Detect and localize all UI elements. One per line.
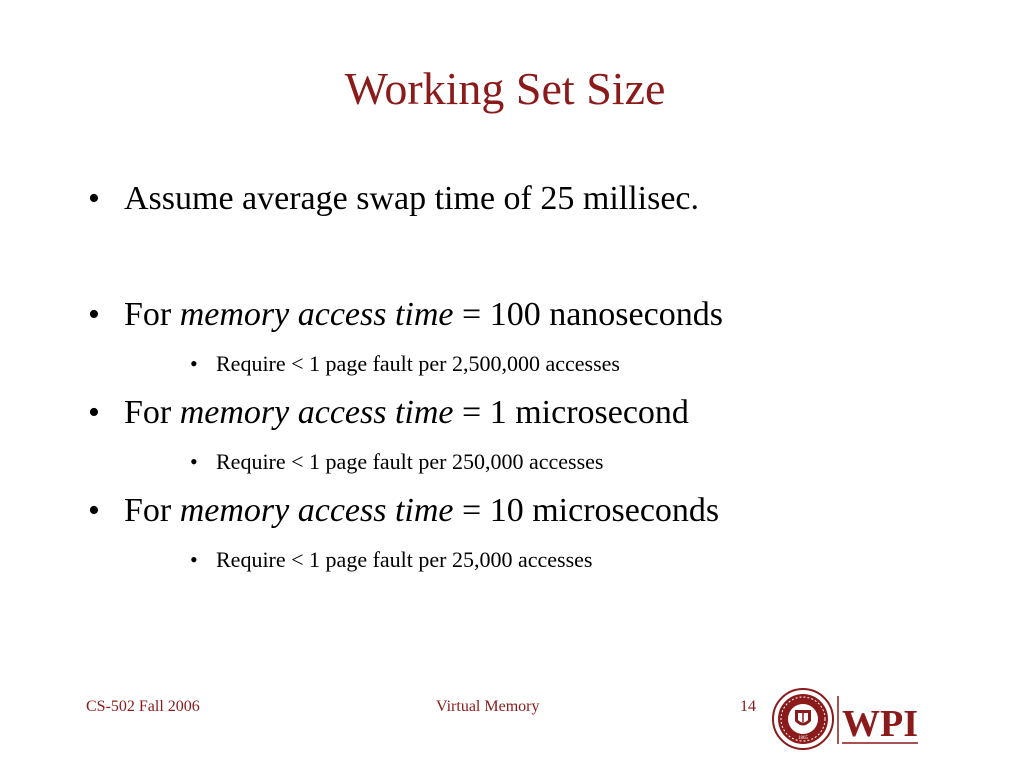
sub-bullet-text: Require < 1 page fault per 2,500,000 accesses bbox=[216, 351, 620, 376]
sub-bullet-text: Require < 1 page fault per 25,000 accesses bbox=[216, 547, 593, 572]
slide-title: Working Set Size bbox=[344, 63, 666, 114]
bullet-emphasis: memory access time bbox=[179, 492, 454, 529]
sub-bullet-dot: • bbox=[190, 351, 198, 376]
bullet-text: Assume average swap time of 25 millisec. bbox=[124, 180, 700, 217]
footer-course: CS-502 Fall 2006 bbox=[86, 698, 200, 715]
bullet-emphasis: memory access time bbox=[179, 296, 454, 333]
bullet-prefix: For bbox=[124, 296, 180, 333]
footer-topic: Virtual Memory bbox=[436, 698, 540, 715]
sub-bullet-dot: • bbox=[190, 449, 198, 474]
bullet-10-microseconds bbox=[88, 492, 719, 530]
sub-bullet-text: Require < 1 page fault per 250,000 accesses bbox=[216, 449, 604, 474]
bullet-1-microsecond bbox=[88, 394, 689, 432]
bullet-prefix: For bbox=[124, 394, 180, 431]
seal-year: 1865 bbox=[798, 736, 808, 741]
sub-bullet-1-microsecond bbox=[190, 449, 604, 475]
sub-bullet-10-microseconds bbox=[190, 547, 593, 573]
wpi-seal-icon bbox=[773, 689, 833, 749]
footer-page-number: 14 bbox=[740, 698, 756, 715]
bullet-prefix: For bbox=[124, 492, 180, 529]
wpi-logo bbox=[772, 688, 922, 750]
bullet-suffix: = 10 microseconds bbox=[453, 492, 720, 529]
bullet-dot: • bbox=[88, 492, 100, 529]
bullet-dot: • bbox=[88, 394, 100, 431]
bullet-dot: • bbox=[88, 296, 100, 333]
sub-bullet-100-nanoseconds bbox=[190, 351, 620, 377]
sub-bullet-dot: • bbox=[190, 547, 198, 572]
logo-text: WPI bbox=[842, 703, 918, 745]
bullet-suffix: = 1 microsecond bbox=[453, 394, 689, 431]
bullet-100-nanoseconds bbox=[88, 296, 723, 334]
bullet-swap-time bbox=[88, 180, 699, 218]
bullet-emphasis: memory access time bbox=[179, 394, 454, 431]
bullet-suffix: = 100 nanoseconds bbox=[453, 296, 723, 333]
bullet-dot: • bbox=[88, 180, 100, 217]
